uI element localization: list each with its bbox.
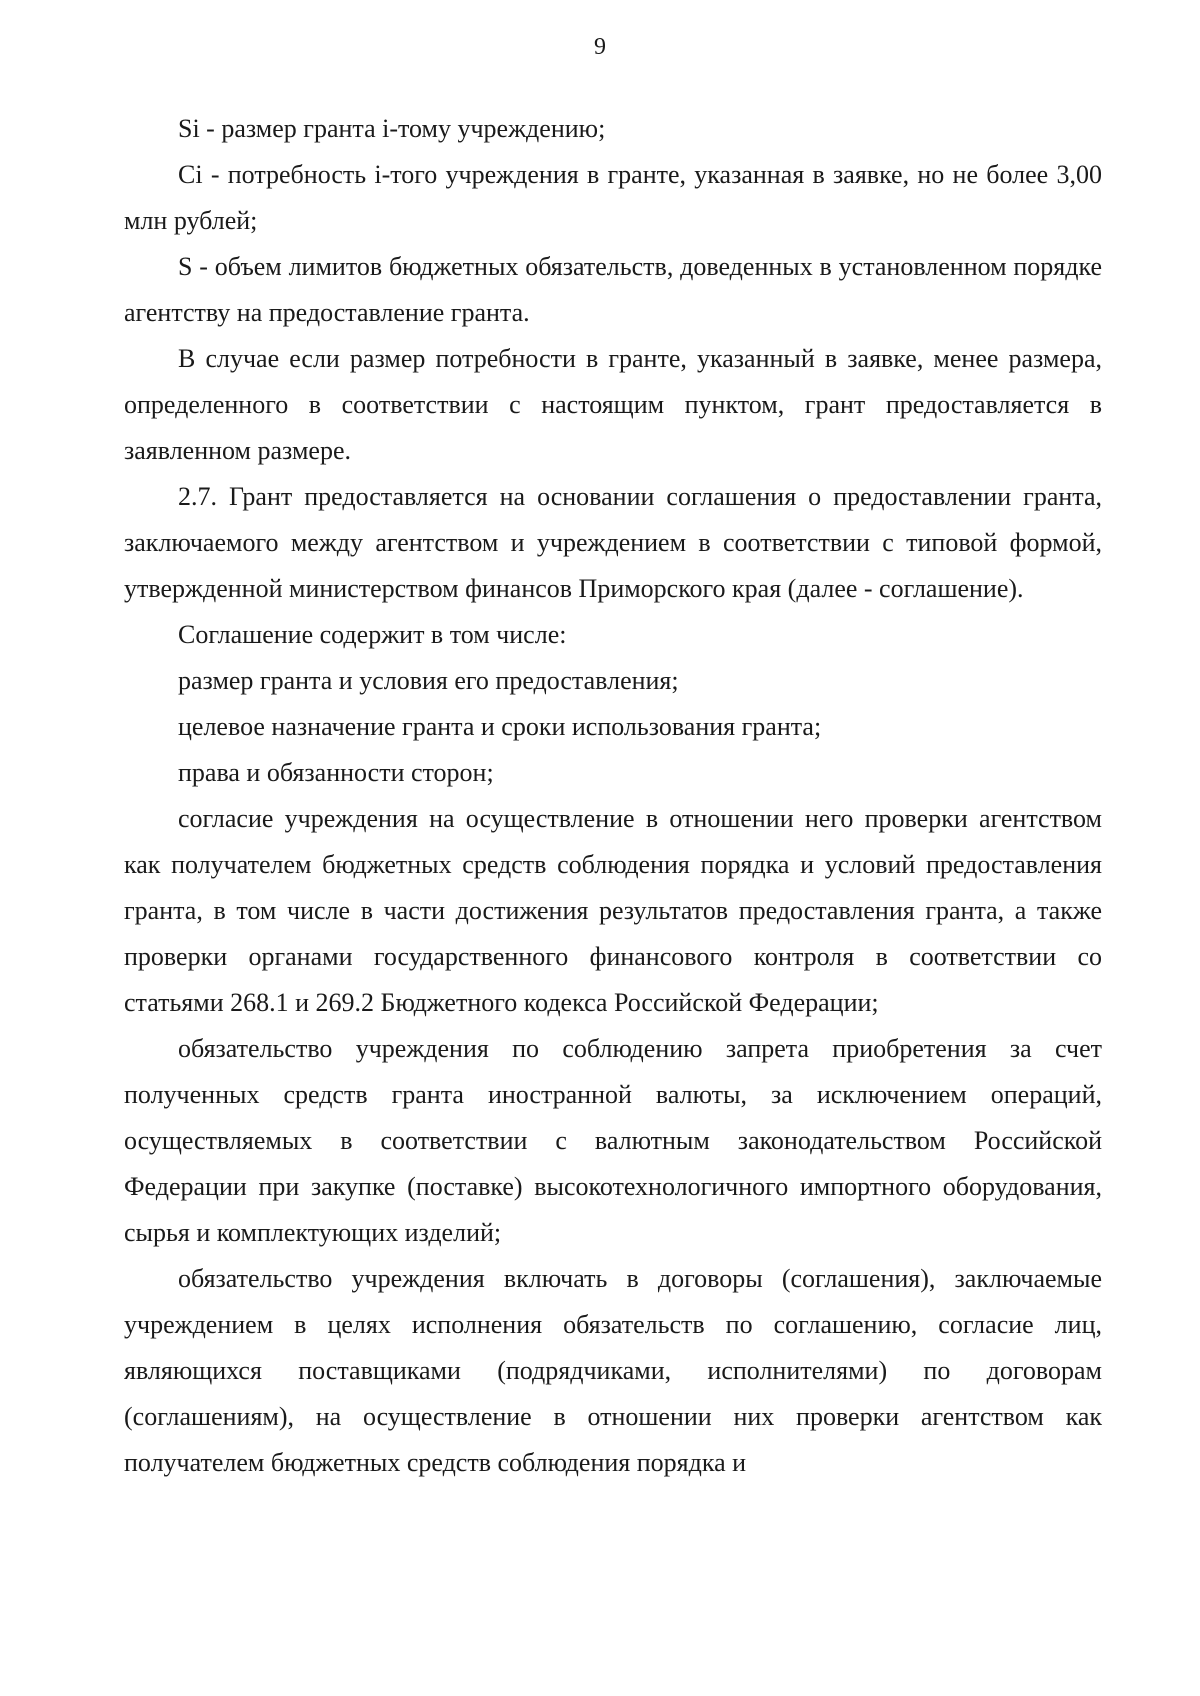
list-item-currency-prohibition: обязательство учреждения по соблюдению запрета приобретения за счет полученных средств гранта иностранной валюты, за исключением операций, осуществляемых в соответствии с валютным законодательством Российской Федерации при закупке (поставке) высокотехнологичного импортного оборудования, сырья и комплектующих изделий;	[124, 1034, 1102, 1247]
page-number: 9	[594, 34, 606, 60]
paragraph-clause-2-7: 2.7. Грант предоставляется на основании соглашения о предоставлении гранта, заключаемого между агентством и учреждением в соответствии с типовой формой, утвержденной министерством финансов Приморского края (далее - соглашение).	[124, 482, 1102, 603]
formula-definition-si: Si - размер гранта i-тому учреждению;	[178, 114, 606, 143]
formula-definition-s: S - объем лимитов бюджетных обязательств, доведенных в установленном порядке агентству на предоставление гранта.	[124, 252, 1102, 327]
formula-definition-ci: Ci - потребность i-того учреждения в гранте, указанная в заявке, но не более 3,00 млн рублей;	[124, 160, 1102, 235]
paragraph-agreement-contents-intro: Соглашение содержит в том числе:	[178, 620, 567, 649]
list-item-grant-size: размер гранта и условия его предоставления;	[178, 666, 679, 695]
list-item-rights-obligations: права и обязанности сторон;	[178, 758, 494, 787]
list-item-grant-purpose: целевое назначение гранта и сроки использования гранта;	[178, 712, 822, 741]
paragraph-grant-size-rule: В случае если размер потребности в гранте, указанный в заявке, менее размера, определенного в соответствии с настоящим пунктом, грант предоставляется в заявленном размере.	[124, 344, 1102, 465]
list-item-contract-consent: обязательство учреждения включать в договоры (соглашения), заключаемые учреждением в целях исполнения обязательств по соглашению, согласие лиц, являющихся поставщиками (подрядчиками, исполнителями) по договорам (соглашениям), на осуществление в отношении них проверки агентством как получателем бюджетных средств соблюдения порядка и	[124, 1264, 1102, 1477]
document-body	[124, 106, 1102, 1486]
list-item-inspection-consent: согласие учреждения на осуществление в отношении него проверки агентством как получателем бюджетных средств соблюдения порядка и условий предоставления гранта, в том числе в части достижения результатов предоставления гранта, а также проверки органами государственного финансового контроля в соответствии со статьями 268.1 и 269.2 Бюджетного кодекса Российской Федерации;	[124, 804, 1102, 1017]
